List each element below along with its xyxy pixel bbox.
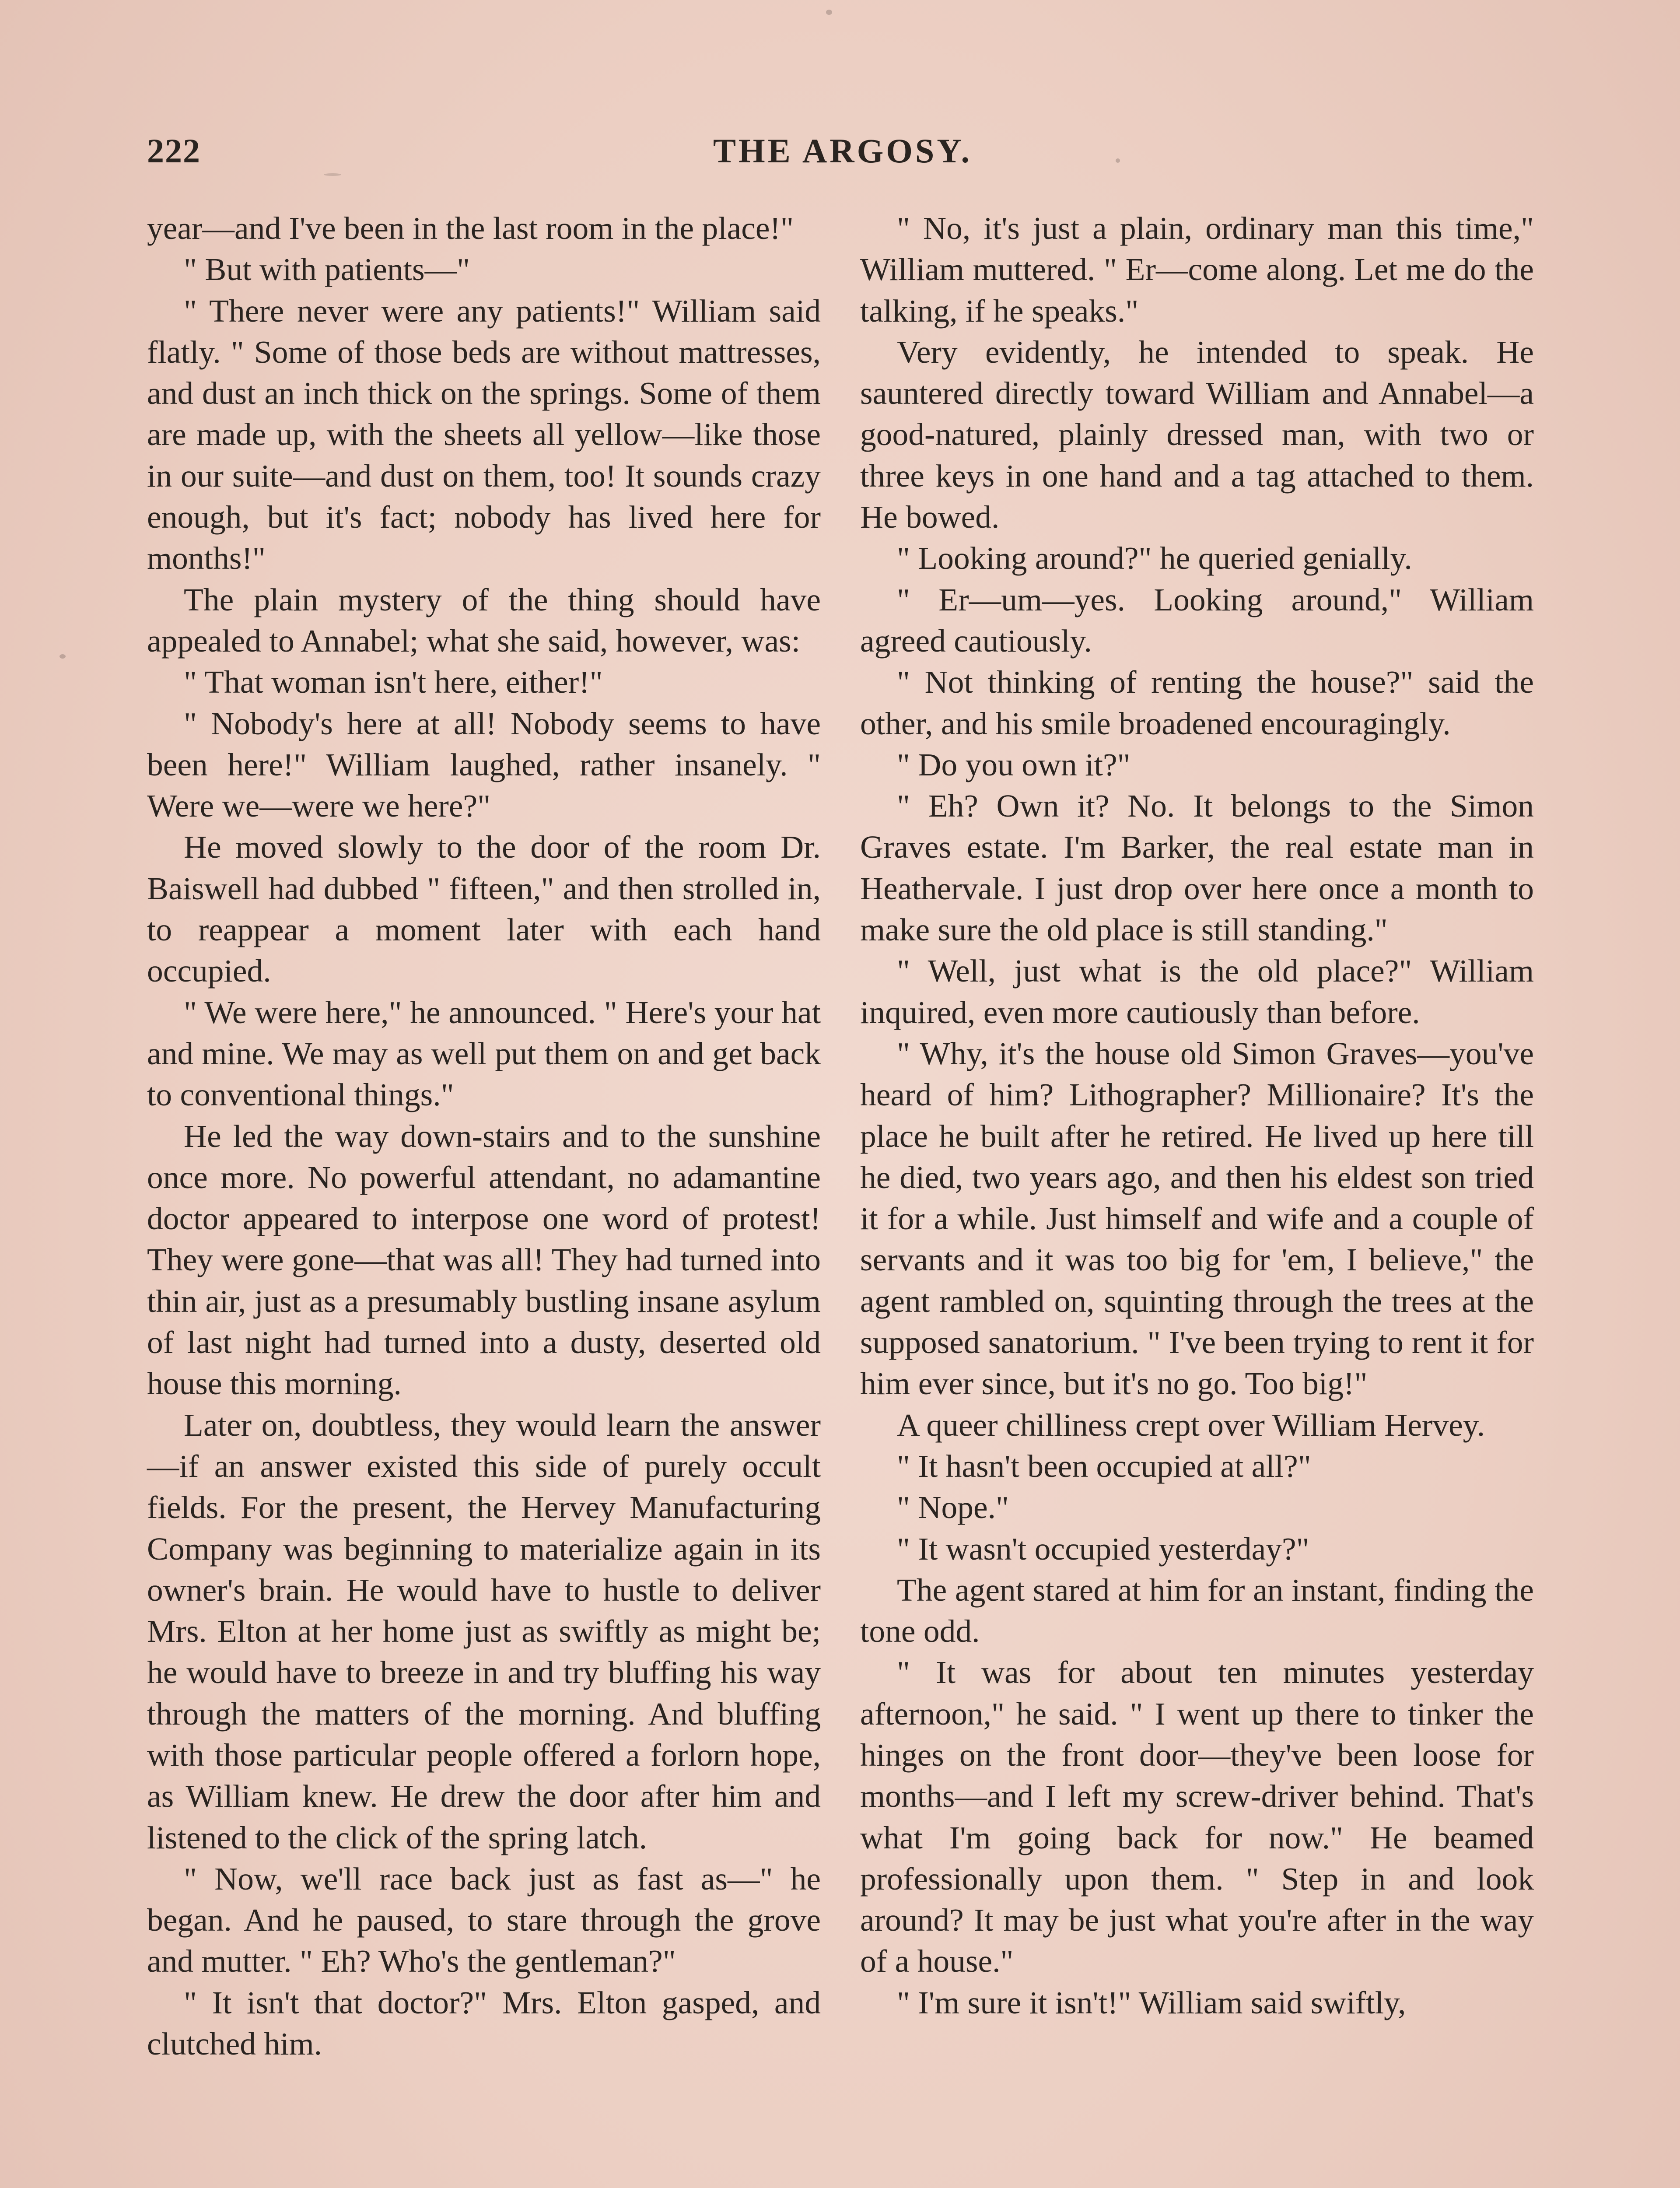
paragraph: " Do you own it?" xyxy=(897,747,1130,782)
paragraph: " That woman isn't here, either!" xyxy=(184,664,603,700)
paragraph: Very evidently, he intended to speak. He sauntered directly toward William and Annabel—a good-natured, plainly dressed man, with two or three keys in one hand and a tag attached to them. He bowed. xyxy=(860,334,1534,535)
paragraph: " Not thinking of renting the house?" said the other, and his smile broadened encouragingly. xyxy=(860,664,1534,741)
paragraph: " It wasn't occupied yesterday?" xyxy=(897,1531,1309,1567)
paragraph: " It hasn't been occupied at all?" xyxy=(897,1448,1311,1484)
running-header xyxy=(147,131,1538,179)
paragraph: " It isn't that doctor?" Mrs. Elton gasped, and clutched him. xyxy=(147,1985,821,2062)
left-text-column xyxy=(147,208,821,2065)
page-number: 222 xyxy=(147,132,201,170)
paragraph: " There never were any patients!" William said flatly. " Some of those beds are without mattresses, and dust an inch thick on the springs. Some of them are made up, with the sheets all yellow—like those in our suite—and dust on them, too! It sounds crazy enough, but it's fact; nobody has lived here for months!" xyxy=(147,293,821,576)
magazine-title: THE ARGOSY. xyxy=(713,132,972,170)
paragraph: A queer chilliness crept over William Hervey. xyxy=(897,1407,1485,1443)
paragraph: " Eh? Own it? No. It belongs to the Simon Graves estate. I'm Barker, the real estate man in Heathervale. I just drop over here once a month to make sure the old place is still standing." xyxy=(860,788,1534,948)
paragraph: " Looking around?" he queried genially. xyxy=(897,540,1412,576)
paragraph: year—and I've been in the last room in the place!" xyxy=(147,210,794,246)
paper-speck xyxy=(60,654,66,659)
paragraph: " It was for about ten minutes yesterday afternoon," he said. " I went up there to tinker the hinges on the front door—they've been loose for months—and I left my screw-driver behind. That's what I'm going back for now." He beamed professionally upon them. " Step in and look around? It may be just what you're after in the way of a house." xyxy=(860,1655,1534,1979)
paragraph: " Well, just what is the old place?" William inquired, even more cautiously than before. xyxy=(860,953,1534,1030)
paragraph: " I'm sure it isn't!" William said swiftly, xyxy=(897,1985,1406,2020)
paper-speck xyxy=(826,10,832,15)
paragraph: The plain mystery of the thing should have appealed to Annabel; what she said, however, was: xyxy=(147,582,821,659)
paragraph: " We were here," he announced. " Here's your hat and mine. We may as well put them on and get back to conventional things." xyxy=(147,994,821,1113)
paragraph: The agent stared at him for an instant, finding the tone odd. xyxy=(860,1572,1534,1649)
paragraph: " Nope." xyxy=(897,1490,1009,1525)
paragraph: He moved slowly to the door of the room Dr. Baiswell had dubbed " fifteen," and then strolled in, to reappear a moment later with each hand occupied. xyxy=(147,829,821,989)
paragraph: " Er—um—yes. Looking around," William agreed cautiously. xyxy=(860,582,1534,659)
paragraph: " Why, it's the house old Simon Graves—you've heard of him? Lithographer? Millionaire? It's the place he built after he retired. He lived up here till he died, two years ago, and then his eldest son tried it for a while. Just himself and wife and a couple of servants and it was too big for 'em, I believe," the agent rambled on, squinting through the trees at the supposed sanatorium. " I've been trying to rent it for him ever since, but it's no go. Too big!" xyxy=(860,1035,1534,1402)
paragraph: " But with patients—" xyxy=(184,252,470,288)
paragraph: " No, it's just a plain, ordinary man this time," William muttered. " Er—come along. Let me do the talking, if he speaks." xyxy=(860,210,1534,329)
paragraph: " Nobody's here at all! Nobody seems to have been here!" William laughed, rather insanely. " Were we—were we here?" xyxy=(147,705,821,824)
right-text-column xyxy=(860,208,1534,2023)
paragraph: Later on, doubtless, they would learn the answer—if an answer existed this side of purely occult fields. For the present, the Hervey Manufacturing Company was beginning to materialize again in its owner's brain. He would have to hustle to deliver Mrs. Elton at her home just as swiftly as might be; he would have to breeze in and try bluffing his way through the matters of the morning. And bluffing with those particular people offered a forlorn hope, as William knew. He drew the door after him and listened to the click of the spring latch. xyxy=(147,1407,821,1855)
paragraph: " Now, we'll race back just as fast as—" he began. And he paused, to stare through the grove and mutter. " Eh? Who's the gentleman?" xyxy=(147,1861,821,1979)
paragraph: He led the way down-stairs and to the sunshine once more. No powerful attendant, no adamantine doctor appeared to interpose one word of protest! They were gone—that was all! They had turned into thin air, just as a presumably bustling insane asylum of last night had turned into a dusty, deserted old house this morning. xyxy=(147,1118,821,1402)
